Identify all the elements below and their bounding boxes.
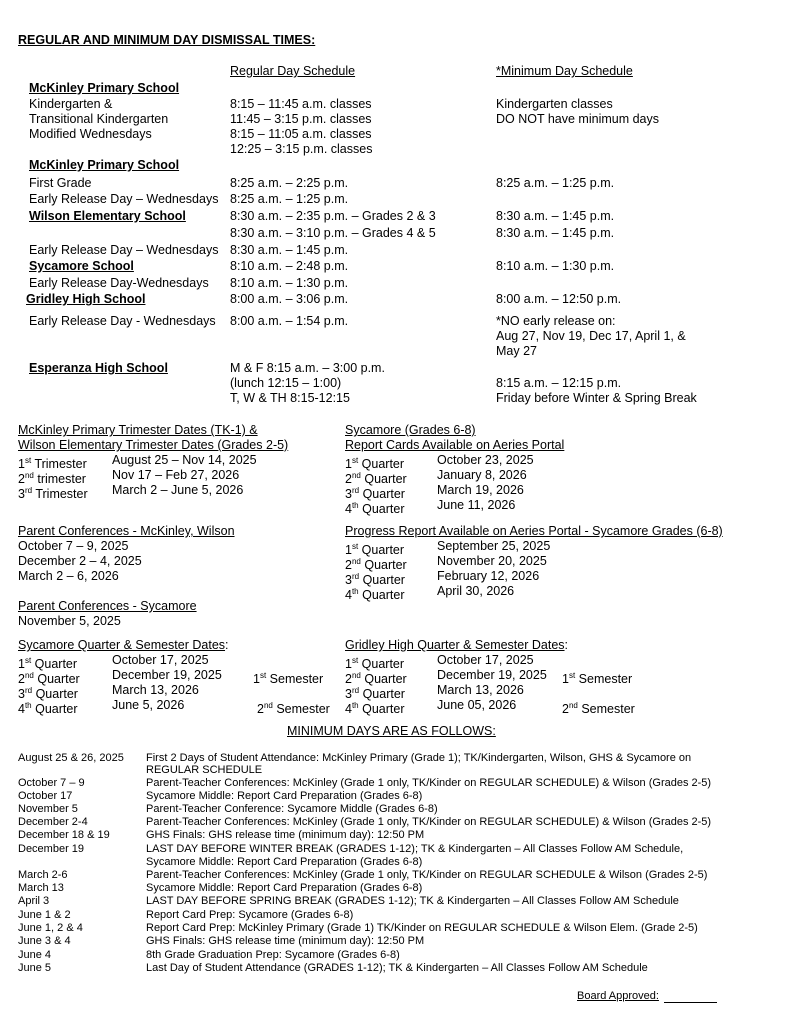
min-day-date: March 13 — [18, 882, 64, 894]
period-label: 2nd Quarter — [18, 671, 80, 687]
min-day-desc: Parent-Teacher Conference: Sycamore Middle (Grades 6-8) — [146, 803, 438, 815]
gridley-heading: Gridley High School — [26, 292, 146, 306]
period-label: 2nd Quarter — [345, 671, 407, 687]
regular-col-header: Regular Day Schedule — [230, 64, 356, 78]
semester-label: 1st Semester — [253, 671, 324, 687]
regular-time: 8:30 a.m. – 2:35 p.m. – Grades 2 & 3 — [230, 209, 436, 223]
conference-date: October 7 – 9, 2025 — [18, 539, 129, 553]
conference-date: November 5, 2025 — [18, 614, 121, 628]
regular-time: 8:30 a.m. – 3:10 p.m. – Grades 4 & 5 — [230, 226, 436, 240]
min-day-date: June 5 — [18, 962, 52, 974]
period-label: 3rd Trimester — [18, 486, 88, 502]
row-label: Modified Wednesdays — [29, 127, 152, 141]
regular-time: 8:30 a.m. – 1:45 p.m. — [230, 243, 349, 257]
min-day-desc: 8th Grade Graduation Prep: Sycamore (Grades 6-8) — [146, 949, 400, 961]
period-label: 3rd Quarter — [345, 486, 405, 502]
min-day-date: October 7 – 9 — [18, 777, 85, 789]
period-date: June 11, 2026 — [437, 498, 516, 512]
period-date: March 13, 2026 — [112, 683, 199, 697]
period-date: June 5, 2026 — [112, 698, 185, 712]
regular-time: 12:25 – 3:15 p.m. classes — [230, 142, 373, 156]
row-label: Transitional Kindergarten — [29, 112, 169, 126]
minimum-time: Friday before Winter & Spring Break — [496, 391, 697, 405]
minimum-time: 8:15 a.m. – 12:15 p.m. — [496, 376, 622, 390]
sycamore-report-heading: Report Cards Available on Aeries Portal — [345, 438, 565, 452]
minimum-days-heading: MINIMUM DAYS ARE AS FOLLOWS: — [287, 724, 496, 738]
min-day-desc: Report Card Prep: Sycamore (Grades 6-8) — [146, 909, 354, 921]
row-label: Kindergarten & — [29, 97, 113, 111]
minimum-time: Kindergarten classes — [496, 97, 613, 111]
period-date: October 17, 2025 — [437, 653, 534, 667]
period-label: 1st Quarter — [345, 456, 405, 472]
row-label: Early Release Day – Wednesdays — [29, 243, 219, 257]
board-approved-label: Board Approved: — [577, 990, 659, 1002]
min-day-desc: Parent-Teacher Conferences: McKinley (Grade 1 only, TK/Kinder on REGULAR SCHEDULE & Wilson (Grades 2-5) — [146, 869, 708, 881]
period-date: March 2 – June 5, 2026 — [112, 483, 244, 497]
period-label: 4th Quarter — [345, 701, 405, 717]
sycamore-report-heading: Sycamore (Grades 6-8) — [345, 423, 476, 437]
regular-time: 8:25 a.m. – 1:25 p.m. — [230, 192, 349, 206]
min-day-date: June 1 & 2 — [18, 909, 71, 921]
period-date: Nov 17 – Feb 27, 2026 — [112, 468, 240, 482]
min-day-date: June 3 & 4 — [18, 935, 71, 947]
trimester-heading: McKinley Primary Trimester Dates (TK-1) & — [18, 423, 258, 437]
semester-label: 2nd Semester — [257, 701, 330, 717]
early-release-note: May 27 — [496, 344, 537, 358]
period-date: February 12, 2026 — [437, 569, 540, 583]
min-day-desc: Sycamore Middle: Report Card Preparation (Grades 6-8) — [146, 856, 423, 868]
period-date: June 05, 2026 — [437, 698, 517, 712]
period-label: 1st Quarter — [345, 656, 405, 672]
minimum-time: 8:25 a.m. – 1:25 p.m. — [496, 176, 615, 190]
min-day-desc: Report Card Prep: McKinley Primary (Grade 1) TK/Kinder on REGULAR SCHEDULE & Wilson Elem. (Grade 2-5) — [146, 922, 698, 934]
period-label: 2nd Quarter — [345, 557, 407, 573]
regular-time: 8:00 a.m. – 3:06 p.m. — [230, 292, 349, 306]
progress-report-heading: Progress Report Available on Aeries Portal - Sycamore Grades (6-8) — [345, 524, 723, 538]
period-date: March 13, 2026 — [437, 683, 524, 697]
period-label: 4th Quarter — [345, 501, 405, 517]
period-label: 1st Quarter — [345, 542, 405, 558]
period-label: 3rd Quarter — [345, 686, 405, 702]
period-label: 2nd Quarter — [345, 471, 407, 487]
regular-time: 8:10 a.m. – 2:48 p.m. — [230, 259, 349, 273]
minimum-time: 8:30 a.m. – 1:45 p.m. — [496, 209, 615, 223]
period-label: 4th Quarter — [345, 587, 405, 603]
minimum-col-header: *Minimum Day Schedule — [496, 64, 633, 78]
min-day-date: June 4 — [18, 949, 52, 961]
regular-time: 8:25 a.m. – 2:25 p.m. — [230, 176, 349, 190]
wilson-heading: Wilson Elementary School — [29, 209, 186, 223]
period-label: 3rd Quarter — [345, 572, 405, 588]
conference-date: December 2 – 4, 2025 — [18, 554, 142, 568]
period-date: November 20, 2025 — [437, 554, 547, 568]
min-day-date: June 1, 2 & 4 — [18, 922, 83, 934]
period-label: 3rd Quarter — [18, 686, 78, 702]
trimester-heading: Wilson Elementary Trimester Dates (Grades 2-5) — [18, 438, 289, 452]
regular-time: 8:00 a.m. – 1:54 p.m. — [230, 314, 349, 328]
period-label: 4th Quarter — [18, 701, 78, 717]
min-day-desc: LAST DAY BEFORE WINTER BREAK (GRADES 1-12); TK & Kindergarten – All Classes Follow AM Schedule, — [146, 843, 684, 855]
min-day-desc: Last Day of Student Attendance (GRADES 1-12); TK & Kindergarten – All Classes Follow AM Schedule — [146, 962, 648, 974]
period-date: January 8, 2026 — [437, 468, 527, 482]
min-day-desc: GHS Finals: GHS release time (minimum day): 12:50 PM — [146, 829, 425, 841]
esperanza-heading: Esperanza High School — [29, 361, 168, 375]
min-day-desc: Parent-Teacher Conferences: McKinley (Grade 1 only, TK/Kinder on REGULAR SCHEDULE) & Wilson (Grades 2-5) — [146, 816, 712, 828]
row-label: Early Release Day - Wednesdays — [29, 314, 216, 328]
min-day-desc: Sycamore Middle: Report Card Preparation (Grades 6-8) — [146, 882, 423, 894]
period-date: September 25, 2025 — [437, 539, 551, 553]
conference-date: March 2 – 6, 2026 — [18, 569, 119, 583]
min-day-date: April 3 — [18, 895, 50, 907]
regular-time: M & F 8:15 a.m. – 3:00 p.m. — [230, 361, 385, 375]
sycamore-conferences-heading: Parent Conferences - Sycamore — [18, 599, 197, 613]
sycamore-qs-heading: Sycamore Quarter & Semester Dates: — [18, 638, 229, 652]
minimum-time: 8:00 a.m. – 12:50 p.m. — [496, 292, 622, 306]
semester-label: 1st Semester — [562, 671, 633, 687]
regular-time: 8:15 – 11:05 a.m. classes — [230, 127, 372, 141]
row-label: Early Release Day-Wednesdays — [29, 276, 209, 290]
min-day-desc: Parent-Teacher Conferences: McKinley (Grade 1 only, TK/Kinder on REGULAR SCHEDULE) & Wilson (Grades 2-5) — [146, 777, 712, 789]
min-day-desc: Sycamore Middle: Report Card Preparation (Grades 6-8) — [146, 790, 423, 802]
min-day-date: October 17 — [18, 790, 73, 802]
min-day-date: August 25 & 26, 2025 — [18, 752, 124, 764]
regular-time: (lunch 12:15 – 1:00) — [230, 376, 342, 390]
minimum-time: DO NOT have minimum days — [496, 112, 660, 126]
min-day-date: December 19 — [18, 843, 85, 855]
period-date: April 30, 2026 — [437, 584, 515, 598]
min-day-date: March 2-6 — [18, 869, 68, 881]
row-label: First Grade — [29, 176, 92, 190]
period-date: October 23, 2025 — [437, 453, 534, 467]
min-day-date: November 5 — [18, 803, 78, 815]
period-label: 2nd trimester — [18, 471, 86, 487]
sycamore-heading: Sycamore School — [29, 259, 134, 273]
regular-time: 8:10 a.m. – 1:30 p.m. — [230, 276, 349, 290]
mckinley-heading: McKinley Primary School — [29, 81, 180, 95]
regular-time: 11:45 – 3:15 p.m. classes — [230, 112, 372, 126]
early-release-note: Aug 27, Nov 19, Dec 17, April 1, & — [496, 329, 686, 343]
period-label: 1st Quarter — [18, 656, 78, 672]
semester-label: 2nd Semester — [562, 701, 635, 717]
period-date: December 19, 2025 — [112, 668, 222, 682]
mckinley-heading: McKinley Primary School — [29, 158, 180, 172]
period-date: December 19, 2025 — [437, 668, 547, 682]
page-title: REGULAR AND MINIMUM DAY DISMISSAL TIMES: — [18, 33, 316, 47]
min-day-date: December 2-4 — [18, 816, 88, 828]
signature-line — [664, 1002, 717, 1003]
period-date: March 19, 2026 — [437, 483, 524, 497]
min-day-desc: GHS Finals: GHS release time (minimum day): 12:50 PM — [146, 935, 425, 947]
row-label: Early Release Day – Wednesdays — [29, 192, 219, 206]
min-day-date: December 18 & 19 — [18, 829, 110, 841]
period-date: October 17, 2025 — [112, 653, 209, 667]
early-release-note: *NO early release on: — [496, 314, 616, 328]
period-date: August 25 – Nov 14, 2025 — [112, 453, 257, 467]
ghs-qs-heading: Gridley High Quarter & Semester Dates: — [345, 638, 569, 652]
min-day-desc: First 2 Days of Student Attendance: McKinley Primary (Grade 1); TK/Kindergarten, Wilson, GHS & Sycamore on — [146, 752, 692, 764]
minimum-time: 8:30 a.m. – 1:45 p.m. — [496, 226, 615, 240]
period-label: 1st Trimester — [18, 456, 87, 472]
conferences-heading: Parent Conferences - McKinley, Wilson — [18, 524, 235, 538]
regular-time: 8:15 – 11:45 a.m. classes — [230, 97, 372, 111]
min-day-desc: LAST DAY BEFORE SPRING BREAK (GRADES 1-12); TK & Kindergarten – All Classes Follow AM Schedule — [146, 895, 679, 907]
regular-time: T, W & TH 8:15-12:15 — [230, 391, 350, 405]
minimum-time: 8:10 a.m. – 1:30 p.m. — [496, 259, 615, 273]
min-day-desc: REGULAR SCHEDULE — [146, 764, 263, 776]
